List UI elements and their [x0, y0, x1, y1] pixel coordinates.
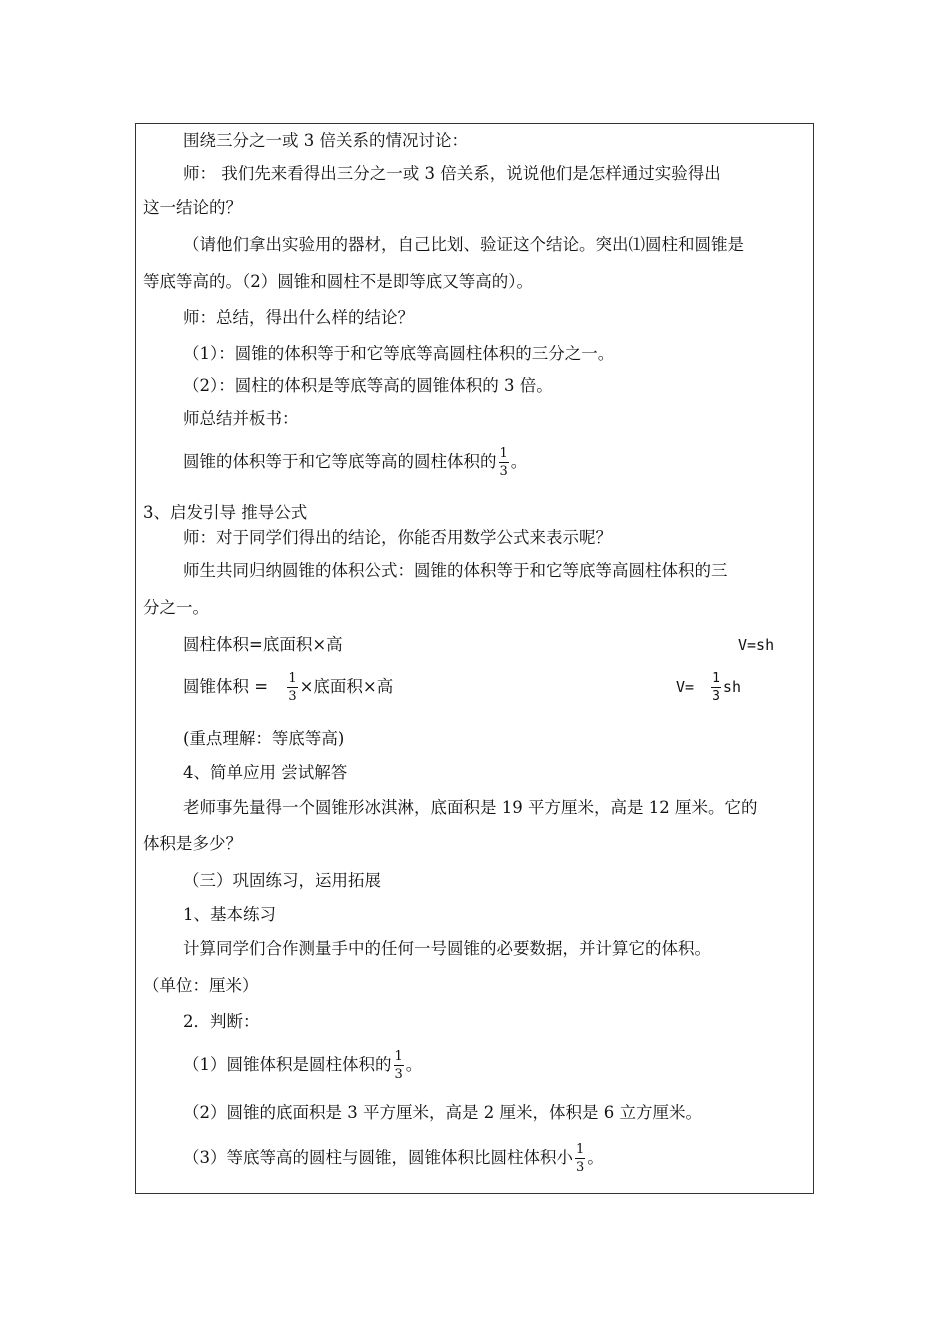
text-line: （请他们拿出实验用的器材，自己比划、验证这个结论。突出⑴圆柱和圆锥是	[183, 235, 744, 254]
fraction-one-third	[499, 447, 509, 478]
text-segment: 圆锥的体积等于和它等底等高的圆柱体积的	[183, 452, 497, 471]
fraction-one-third	[575, 1143, 585, 1174]
fraction-denominator: 3	[712, 689, 720, 704]
formula-cylinder: V=sh	[738, 636, 775, 654]
text-segment: 。	[510, 452, 528, 471]
text-line: 师生共同归纳圆锥的体积公式：圆锥的体积等于和它等底等高圆柱体积的三	[183, 561, 728, 580]
fraction-denominator: 3	[576, 1160, 585, 1175]
text-line: 师总结并板书：	[183, 409, 299, 428]
fraction-one-third	[394, 1050, 404, 1081]
fraction-numerator: 1	[712, 671, 720, 686]
section-heading: 1、基本练习	[183, 905, 276, 924]
fraction-denominator: 3	[499, 464, 508, 479]
text-line-with-fraction	[183, 447, 527, 478]
text-segment: sh	[722, 678, 741, 696]
text-line: 计算同学们合作测量手中的任何一号圆锥的必要数据，并计算它的体积。	[183, 939, 711, 958]
fraction-one-third	[711, 672, 721, 703]
fraction-numerator: 1	[499, 446, 508, 461]
text-line: （1）：圆锥的体积等于和它等底等高圆柱体积的三分之一。	[183, 344, 615, 363]
fraction-numerator: 1	[288, 671, 297, 686]
text-line: 分之一。	[143, 598, 209, 617]
judgment-item: （2）圆锥的底面积是 3 平方厘米，高是 2 厘米，体积是 6 立方厘米。	[183, 1103, 702, 1122]
section-heading: 3、启发引导 推导公式	[143, 503, 308, 522]
text-line: 围绕三分之一或 3 倍关系的情况讨论：	[183, 131, 468, 150]
section-heading: 2．判断：	[183, 1012, 260, 1031]
text-line: 师：对于同学们得出的结论，你能否用数学公式来表示呢？	[183, 528, 612, 547]
text-segment: 。	[405, 1055, 423, 1074]
formula-text-with-fraction	[183, 672, 393, 703]
text-segment: 圆锥体积 =	[183, 677, 269, 696]
section-heading: （三）巩固练习，运用拓展	[183, 871, 381, 890]
text-line: 这一结论的？	[143, 198, 242, 217]
fraction-numerator: 1	[394, 1049, 403, 1064]
fraction-denominator: 3	[288, 689, 297, 704]
text-line: 体积是多少？	[143, 834, 242, 853]
section-heading: 4、简单应用 尝试解答	[183, 763, 348, 782]
text-line: （2）：圆柱的体积是等底等高的圆锥体积的 3 倍。	[183, 376, 553, 395]
text-segment: V=	[676, 678, 695, 696]
text-segment: ×底面积×高	[299, 677, 394, 696]
text-line: （单位：厘米）	[143, 976, 259, 995]
text-segment: 。	[587, 1148, 604, 1167]
fraction-denominator: 3	[394, 1067, 403, 1082]
text-line: (重点理解：等底等高)	[183, 729, 345, 748]
text-segment: （3）等底等高的圆柱与圆锥，圆锥体积比圆柱体积小	[183, 1148, 573, 1167]
judgment-item	[183, 1143, 604, 1174]
text-line: 老师事先量得一个圆锥形冰淇淋，底面积是 19 平方厘米，高是 12 厘米。它的	[183, 798, 758, 817]
fraction-one-third	[287, 672, 297, 703]
text-line: 等底等高的。（2）圆锥和圆柱不是即等底又等高的）。	[143, 272, 533, 291]
formula-cone	[676, 672, 741, 703]
text-line: 师： 我们先来看得出三分之一或 3 倍关系，说说他们是怎样通过实验得出	[183, 164, 721, 183]
fraction-numerator: 1	[576, 1142, 585, 1157]
text-segment: （1）圆锥体积是圆柱体积的	[183, 1055, 392, 1074]
text-line: 师：总结，得出什么样的结论？	[183, 308, 414, 327]
formula-text: 圆柱体积=底面积×高	[183, 635, 343, 654]
judgment-item	[183, 1050, 422, 1081]
